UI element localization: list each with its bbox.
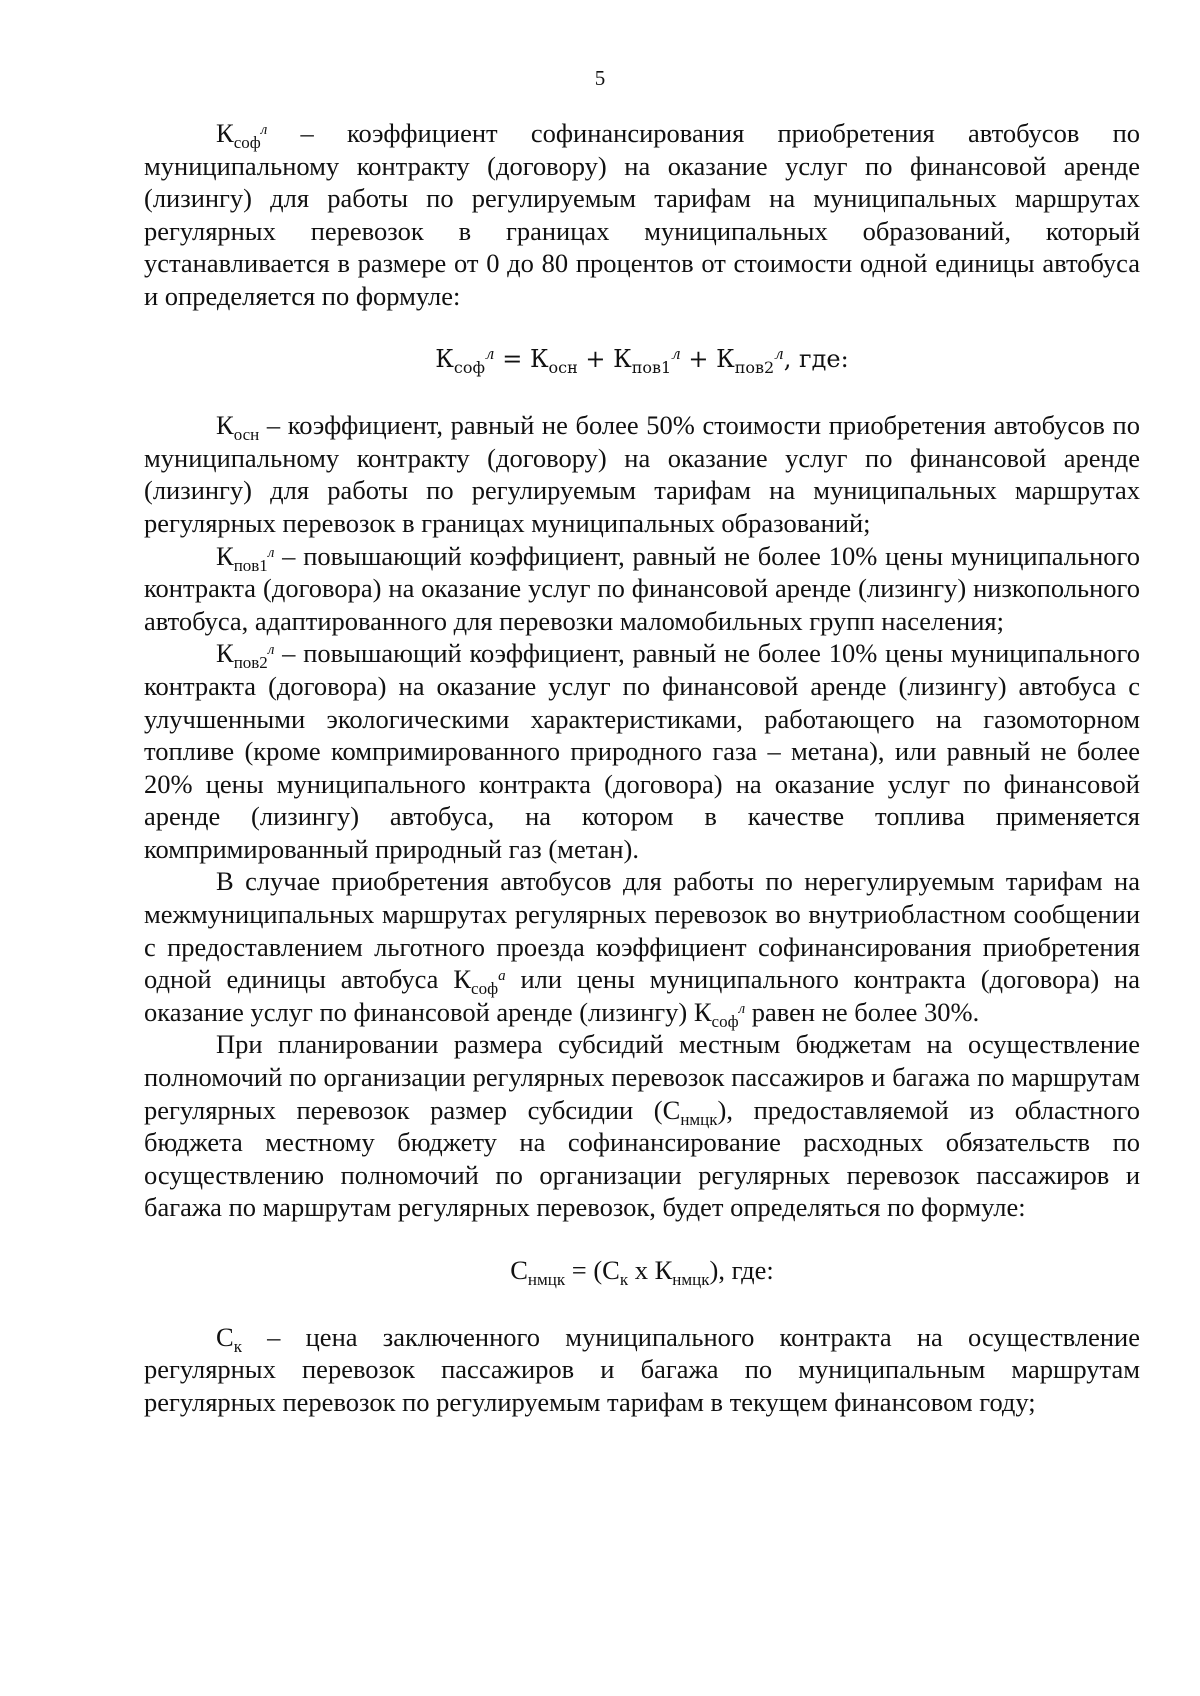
superscript: л <box>267 642 275 659</box>
formula-equals: = <box>494 344 530 373</box>
formula-tail: , где: <box>783 344 849 373</box>
paragraph-subsidy-planning <box>144 1028 1140 1224</box>
formula-term: х К <box>628 1255 673 1285</box>
subscript: соф <box>711 1011 739 1031</box>
document-body <box>144 117 1140 1418</box>
subscript: соф <box>471 979 499 999</box>
page-number: 5 <box>594 66 606 90</box>
formula-term: К <box>529 344 549 373</box>
paragraph-k-pov1-definition <box>144 540 1140 638</box>
symbol: К <box>693 996 712 1027</box>
paragraph-text: ), предоставляемой из областного бюджета местному бюджету на софинансирование расходных обязательств по осуществлению полномочий по организации регулярных перевозок пассажиров и багажа по маршрутам регулярных перевозок, будет определяться по формуле: <box>144 1094 1140 1223</box>
symbol: С <box>216 1321 234 1352</box>
symbol: К <box>453 964 472 995</box>
superscript: а <box>498 968 506 985</box>
formula-tail: ), где: <box>709 1255 774 1285</box>
formula-subscript: к <box>619 1270 629 1289</box>
paragraph-text: В случае приобретения автобусов для работы по нерегулируемым тарифам на межмуниципальных маршрутах регулярных перевозок во внутриобластном сообщении с предоставлением льготного проезда коэффициент софинансирования приобретения одной единицы автобуса <box>144 866 1140 995</box>
superscript: л <box>260 122 268 138</box>
paragraph-c-k-definition <box>144 1321 1140 1419</box>
paragraph-text: или цены муниципального контракта (договора) на оказание услуг по финансовой аренде (лизингу) <box>144 964 1140 1027</box>
symbol: К <box>216 118 234 148</box>
paragraph-k-osn-definition <box>144 409 1140 539</box>
formula-term: К <box>613 344 632 373</box>
subscript: соф <box>233 133 261 152</box>
formula-subscript: нмцк <box>672 1270 710 1289</box>
subscript: к <box>233 1336 242 1356</box>
formula-c-nmck <box>144 1254 1140 1287</box>
formula-term: К <box>435 344 454 373</box>
formula-term: = (С <box>565 1255 620 1285</box>
superscript: л <box>267 544 275 561</box>
formula-plus: + <box>680 344 717 373</box>
symbol: К <box>216 638 234 669</box>
formula-superscript: л <box>774 344 784 363</box>
paragraph-text: – коэффициент софинансирования приобретения автобусов по муниципальному контракту (договору) на оказание услуг по финансовой аренде (лизингу) для работы по регулируемым тарифам на муниципальных маршрутах регулярных перевозок в границах муниципальных образований, который устанавливается в размере от 0 до 80 процентов от стоимости одной единицы автобуса и определяется по формуле: <box>144 118 1140 311</box>
formula-subscript: соф <box>453 357 485 377</box>
superscript: л <box>738 1000 746 1017</box>
paragraph-k-pov2-definition <box>144 637 1140 865</box>
symbol: К <box>216 540 234 571</box>
symbol: К <box>216 410 234 441</box>
paragraph-text: равен не более 30%. <box>745 996 980 1027</box>
subscript: пов1 <box>233 555 268 575</box>
paragraph-k-sof-definition <box>144 117 1140 313</box>
paragraph-text: – повышающий коэффициент, равный не более 10% цены муниципального контракта (договора) на оказание услуг по финансовой аренде (лизингу) автобуса с улучшенными экологическими характеристиками, работающего на газомоторном топливе (кроме компримированного природного газа – метана), или равный не более 20% цены муниципального контракта (договора) на оказание услуг по финансовой аренде (лизингу) автобуса, на котором в качестве топлива применяется компримированный природный газ (метан). <box>144 638 1140 864</box>
formula-subscript: нмцк <box>527 1270 566 1289</box>
formula-subscript: пов2 <box>734 357 775 377</box>
paragraph-text: – повышающий коэффициент, равный не более 10% цены муниципального контракта (договора) на оказание услуг по финансовой аренде (лизингу) низкопольного автобуса, адаптированного для перевозки маломобильных групп населения; <box>144 540 1140 636</box>
subscript: нмцк <box>680 1109 718 1129</box>
paragraph-text: – коэффициент, равный не более 50% стоимости приобретения автобусов по муниципальному контракту (договору) на оказание услуг по финансовой аренде (лизингу) для работы по регулируемым тарифам на муниципальных маршрутах регулярных перевозок в границах муниципальных образований; <box>144 410 1140 538</box>
formula-k-sof <box>144 343 1140 376</box>
formula-term: К <box>716 344 735 373</box>
formula-superscript: л <box>485 344 495 363</box>
formula-term: С <box>510 1255 528 1285</box>
formula-subscript: осн <box>548 357 578 377</box>
subscript: пов2 <box>233 653 268 673</box>
formula-plus: + <box>577 344 614 373</box>
formula-subscript: пов1 <box>631 357 672 377</box>
subscript: осн <box>233 425 260 445</box>
formula-superscript: л <box>671 344 681 363</box>
paragraph-text: При планировании размера субсидий местным бюджетам на осуществление полномочий по организации регулярных перевозок пассажиров и багажа по маршрутам регулярных перевозок размер субсидии (С <box>144 1029 1140 1125</box>
paragraph-text: – цена заключенного муниципального контракта на осуществление регулярных перевозок пассажиров и багажа по муниципальным маршрутам регулярных перевозок по регулируемым тарифам в текущем финансовом году; <box>144 1321 1140 1417</box>
paragraph-unregulated-tariffs <box>144 865 1140 1031</box>
